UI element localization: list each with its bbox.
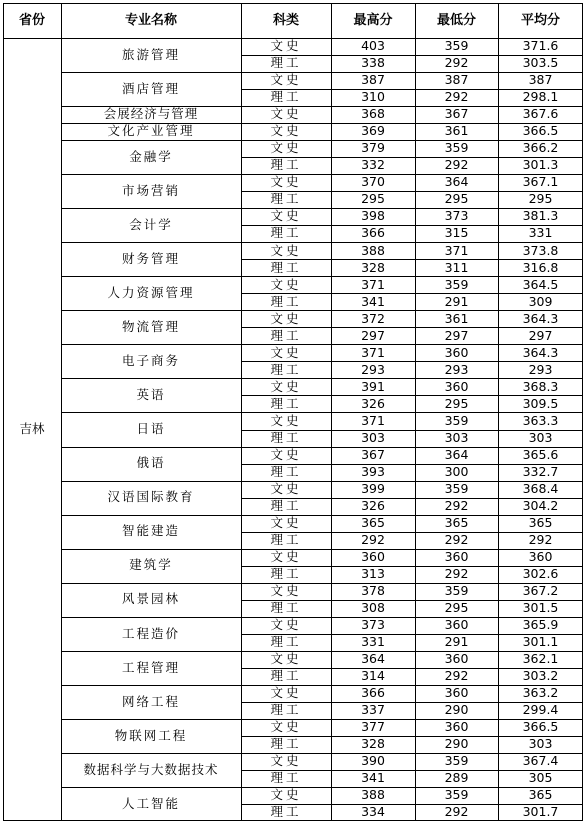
category-cell: 理工 <box>270 531 302 547</box>
min-score-cell: 359 <box>444 38 469 54</box>
max-score-cell: 366 <box>361 685 385 701</box>
category-cell: 文史 <box>270 787 302 803</box>
category-cell: 理工 <box>270 770 302 786</box>
category-cell: 理工 <box>270 293 302 309</box>
min-score-cell: 295 <box>444 191 469 207</box>
min-score-cell: 359 <box>444 140 469 156</box>
category-cell: 理工 <box>270 463 302 479</box>
max-score-cell: 328 <box>361 259 385 275</box>
max-score-cell: 368 <box>361 106 385 122</box>
category-cell: 理工 <box>270 157 302 173</box>
avg-score-cell: 366.5 <box>522 123 559 139</box>
avg-score-cell: 297 <box>528 327 553 343</box>
avg-score-cell: 364.3 <box>522 310 559 326</box>
header-category: 科类 <box>272 13 299 28</box>
avg-score-cell: 367.4 <box>522 753 559 769</box>
min-score-cell: 387 <box>444 72 469 88</box>
major-cell: 文化产业管理 <box>107 123 195 139</box>
category-cell: 文史 <box>270 208 302 224</box>
major-cell: 日语 <box>136 421 166 437</box>
major-cell: 电子商务 <box>121 353 180 369</box>
min-score-cell: 365 <box>444 514 469 530</box>
max-score-cell: 308 <box>361 599 385 615</box>
max-score-cell: 293 <box>361 361 385 377</box>
avg-score-cell: 365.9 <box>522 616 559 632</box>
category-cell: 理工 <box>270 702 302 718</box>
major-cell: 数据科学与大数据技术 <box>83 761 219 777</box>
avg-score-cell: 303 <box>528 736 553 752</box>
category-cell: 文史 <box>270 174 302 190</box>
avg-score-cell: 298.1 <box>522 89 559 105</box>
max-score-cell: 388 <box>361 242 385 258</box>
min-score-cell: 360 <box>444 344 469 360</box>
avg-score-cell: 303 <box>528 429 553 445</box>
max-score-cell: 295 <box>361 191 385 207</box>
category-cell: 理工 <box>270 225 302 241</box>
major-cell: 酒店管理 <box>121 80 180 96</box>
min-score-cell: 290 <box>444 736 469 752</box>
avg-score-cell: 367.1 <box>522 174 559 190</box>
max-score-cell: 379 <box>361 140 385 156</box>
category-cell: 文史 <box>270 412 302 428</box>
min-score-cell: 359 <box>444 276 469 292</box>
avg-score-cell: 368.3 <box>522 378 559 394</box>
avg-score-cell: 301.7 <box>522 804 559 820</box>
avg-score-cell: 365 <box>528 787 553 803</box>
major-cell: 金融学 <box>129 148 173 164</box>
major-cell: 工程管理 <box>121 659 180 675</box>
avg-score-cell: 304.2 <box>522 497 559 513</box>
category-cell: 文史 <box>270 310 302 326</box>
major-cell: 建筑学 <box>129 557 173 573</box>
avg-score-cell: 303.2 <box>522 668 559 684</box>
avg-score-cell: 301.1 <box>522 634 559 649</box>
category-cell: 理工 <box>270 736 302 752</box>
min-score-cell: 361 <box>444 123 469 139</box>
major-cell: 俄语 <box>136 455 166 471</box>
max-score-cell: 328 <box>361 736 385 752</box>
avg-score-cell: 364.3 <box>522 344 559 360</box>
min-score-cell: 367 <box>444 106 469 122</box>
max-score-cell: 292 <box>361 531 385 547</box>
header-max-score: 最高分 <box>353 13 393 28</box>
avg-score-cell: 367.2 <box>522 582 559 598</box>
category-cell: 文史 <box>270 719 302 735</box>
avg-score-cell: 365 <box>528 514 553 530</box>
min-score-cell: 373 <box>444 208 469 224</box>
min-score-cell: 292 <box>444 565 469 581</box>
category-cell: 理工 <box>270 55 302 71</box>
max-score-cell: 391 <box>361 378 385 394</box>
major-cell: 风景园林 <box>121 591 180 607</box>
max-score-cell: 331 <box>361 634 385 649</box>
max-score-cell: 372 <box>361 310 385 326</box>
max-score-cell: 326 <box>361 497 385 513</box>
max-score-cell: 365 <box>361 514 385 530</box>
avg-score-cell: 331 <box>528 225 553 241</box>
max-score-cell: 297 <box>361 327 385 343</box>
min-score-cell: 303 <box>444 429 469 445</box>
avg-score-cell: 299.4 <box>522 702 559 718</box>
max-score-cell: 371 <box>361 276 385 292</box>
avg-score-cell: 381.3 <box>522 208 559 224</box>
header-min-score: 最低分 <box>436 13 476 28</box>
max-score-cell: 334 <box>361 804 385 820</box>
avg-score-cell: 371.6 <box>522 38 559 54</box>
max-score-cell: 370 <box>361 174 385 190</box>
avg-score-cell: 309 <box>528 293 553 309</box>
max-score-cell: 341 <box>361 770 385 786</box>
avg-score-cell: 368.4 <box>522 480 559 496</box>
category-cell: 文史 <box>270 378 302 394</box>
min-score-cell: 359 <box>444 480 469 496</box>
min-score-cell: 315 <box>444 225 469 241</box>
max-score-cell: 399 <box>361 480 385 496</box>
avg-score-cell: 362.1 <box>522 651 559 667</box>
category-cell: 文史 <box>270 616 302 632</box>
avg-score-cell: 364.5 <box>522 276 559 292</box>
major-cell: 智能建造 <box>121 523 180 539</box>
major-cell: 工程造价 <box>121 625 180 641</box>
category-cell: 文史 <box>270 651 302 667</box>
min-score-cell: 360 <box>444 651 469 667</box>
header-major: 专业名称 <box>124 13 177 28</box>
avg-score-cell: 305 <box>528 770 553 786</box>
avg-score-cell: 366.2 <box>522 140 559 156</box>
max-score-cell: 326 <box>361 395 385 411</box>
avg-score-cell: 332.7 <box>522 463 559 479</box>
header-province: 省份 <box>18 13 45 28</box>
major-cell: 网络工程 <box>121 693 180 709</box>
major-cell: 市场营销 <box>121 182 180 198</box>
min-score-cell: 360 <box>444 685 469 701</box>
category-cell: 文史 <box>270 548 302 564</box>
min-score-cell: 359 <box>444 412 469 428</box>
min-score-cell: 290 <box>444 702 469 718</box>
min-score-cell: 361 <box>444 310 469 326</box>
major-cell: 英语 <box>136 387 166 403</box>
avg-score-cell: 301.5 <box>522 599 559 615</box>
min-score-cell: 293 <box>444 361 469 377</box>
max-score-cell: 367 <box>361 446 385 462</box>
category-cell: 理工 <box>270 259 302 275</box>
min-score-cell: 359 <box>444 582 469 598</box>
max-score-cell: 332 <box>361 157 385 173</box>
min-score-cell: 360 <box>444 616 469 632</box>
avg-score-cell: 363.3 <box>522 412 559 428</box>
avg-score-cell: 367.6 <box>522 106 559 122</box>
min-score-cell: 292 <box>444 497 469 513</box>
min-score-cell: 360 <box>444 378 469 394</box>
header-avg-score: 平均分 <box>520 13 560 28</box>
max-score-cell: 341 <box>361 293 385 309</box>
category-cell: 理工 <box>270 429 302 445</box>
min-score-cell: 297 <box>444 327 469 343</box>
min-score-cell: 295 <box>444 395 469 411</box>
min-score-cell: 291 <box>444 293 469 309</box>
category-cell: 文史 <box>270 242 302 258</box>
max-score-cell: 393 <box>361 463 385 479</box>
avg-score-cell: 301.3 <box>522 157 559 173</box>
category-cell: 理工 <box>270 634 302 649</box>
max-score-cell: 388 <box>361 787 385 803</box>
category-cell: 文史 <box>270 514 302 530</box>
min-score-cell: 359 <box>444 787 469 803</box>
avg-score-cell: 302.6 <box>522 565 559 581</box>
min-score-cell: 359 <box>444 753 469 769</box>
min-score-cell: 292 <box>444 531 469 547</box>
avg-score-cell: 387 <box>528 72 553 88</box>
min-score-cell: 360 <box>444 719 469 735</box>
min-score-cell: 311 <box>444 259 469 275</box>
category-cell: 文史 <box>270 685 302 701</box>
major-cell: 物联网工程 <box>114 727 188 743</box>
avg-score-cell: 293 <box>528 361 553 377</box>
category-cell: 理工 <box>270 497 302 513</box>
category-cell: 文史 <box>270 140 302 156</box>
category-cell: 文史 <box>270 106 302 122</box>
max-score-cell: 390 <box>361 753 385 769</box>
category-cell: 理工 <box>270 191 302 207</box>
max-score-cell: 360 <box>361 548 385 564</box>
max-score-cell: 364 <box>361 651 385 667</box>
max-score-cell: 338 <box>361 55 385 71</box>
score-table <box>3 3 583 821</box>
category-cell: 理工 <box>270 361 302 377</box>
category-cell: 文史 <box>270 480 302 496</box>
min-score-cell: 364 <box>444 446 469 462</box>
avg-score-cell: 292 <box>528 531 553 547</box>
max-score-cell: 337 <box>361 702 385 718</box>
category-cell: 理工 <box>270 599 302 615</box>
category-cell: 文史 <box>270 123 302 139</box>
min-score-cell: 364 <box>444 174 469 190</box>
min-score-cell: 291 <box>444 634 469 649</box>
min-score-cell: 360 <box>444 548 469 564</box>
category-cell: 文史 <box>270 72 302 88</box>
min-score-cell: 292 <box>444 55 469 71</box>
category-cell: 理工 <box>270 395 302 411</box>
max-score-cell: 313 <box>361 565 385 581</box>
major-cell: 财务管理 <box>121 251 180 267</box>
min-score-cell: 371 <box>444 242 469 258</box>
province-cell: 吉林 <box>19 421 45 437</box>
major-cell: 人工智能 <box>121 795 180 811</box>
avg-score-cell: 295 <box>528 191 553 207</box>
category-cell: 文史 <box>270 344 302 360</box>
avg-score-cell: 316.8 <box>522 259 559 275</box>
max-score-cell: 398 <box>361 208 385 224</box>
category-cell: 文史 <box>270 582 302 598</box>
avg-score-cell: 365.6 <box>522 446 559 462</box>
min-score-cell: 289 <box>444 770 469 786</box>
min-score-cell: 292 <box>444 89 469 105</box>
max-score-cell: 377 <box>361 719 385 735</box>
max-score-cell: 373 <box>361 616 385 632</box>
major-cell: 旅游管理 <box>121 46 180 62</box>
major-cell: 会展经济与管理 <box>103 106 199 122</box>
min-score-cell: 292 <box>444 668 469 684</box>
min-score-cell: 295 <box>444 599 469 615</box>
max-score-cell: 371 <box>361 412 385 428</box>
avg-score-cell: 363.2 <box>522 685 559 701</box>
max-score-cell: 303 <box>361 429 385 445</box>
category-cell: 文史 <box>270 446 302 462</box>
major-cell: 汉语国际教育 <box>107 489 195 505</box>
major-cell: 物流管理 <box>121 319 180 335</box>
category-cell: 理工 <box>270 804 302 820</box>
min-score-cell: 300 <box>444 463 469 479</box>
category-cell: 文史 <box>270 753 302 769</box>
category-cell: 文史 <box>270 276 302 292</box>
category-cell: 理工 <box>270 89 302 105</box>
category-cell: 理工 <box>270 668 302 684</box>
max-score-cell: 314 <box>361 668 385 684</box>
max-score-cell: 403 <box>361 38 385 54</box>
avg-score-cell: 303.5 <box>522 55 559 71</box>
major-cell: 人力资源管理 <box>107 285 195 301</box>
avg-score-cell: 360 <box>528 548 553 564</box>
max-score-cell: 369 <box>361 123 385 139</box>
max-score-cell: 366 <box>361 225 385 241</box>
min-score-cell: 292 <box>444 157 469 173</box>
avg-score-cell: 309.5 <box>522 395 559 411</box>
max-score-cell: 310 <box>361 89 385 105</box>
category-cell: 理工 <box>270 565 302 581</box>
max-score-cell: 371 <box>361 344 385 360</box>
avg-score-cell: 366.5 <box>522 719 559 735</box>
major-cell: 会计学 <box>129 216 173 232</box>
max-score-cell: 378 <box>361 582 385 598</box>
category-cell: 理工 <box>270 327 302 343</box>
min-score-cell: 292 <box>444 804 469 820</box>
max-score-cell: 387 <box>361 72 385 88</box>
category-cell: 文史 <box>270 38 302 54</box>
avg-score-cell: 373.8 <box>522 242 559 258</box>
